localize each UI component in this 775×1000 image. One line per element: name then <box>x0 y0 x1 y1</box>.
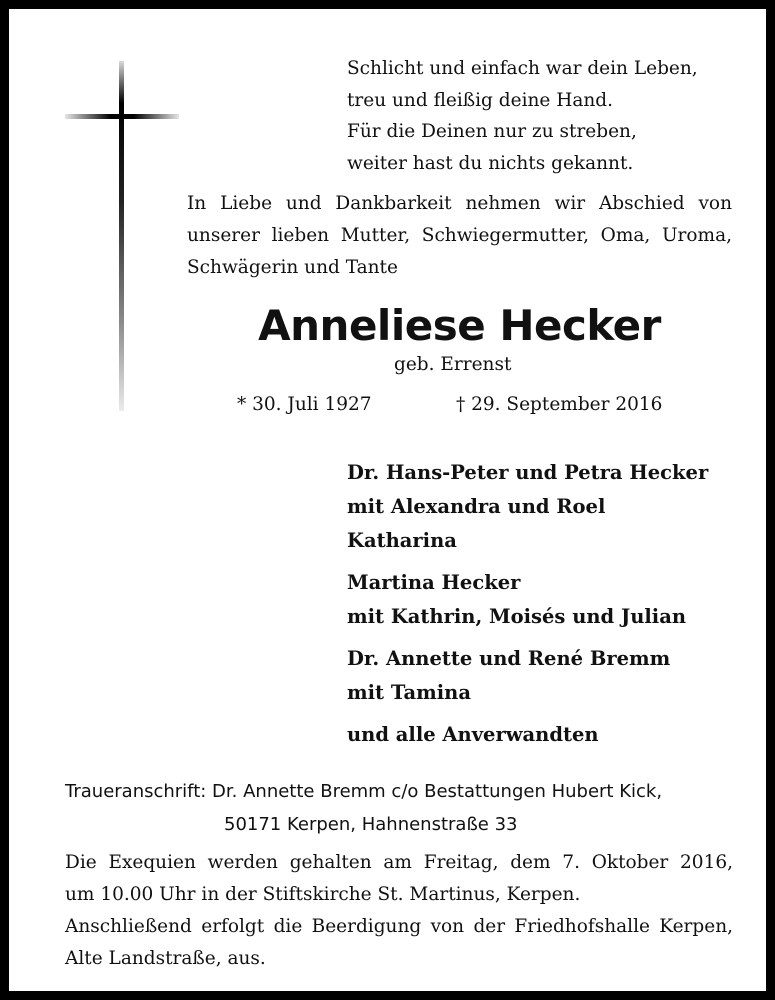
mourner-line: mit Kathrin, Moisés und Julian <box>347 605 687 628</box>
mourner-group <box>347 718 708 752</box>
poem-line: treu und fleißig deine Hand. <box>347 89 614 111</box>
birth-date: * 30. Juli 1927 <box>237 394 372 415</box>
mourner-line: Dr. Annette und René Bremm <box>347 647 671 670</box>
intro-line: unserer lieben Mutter, Schwiegermutter, Oma, Uroma, <box>187 225 732 246</box>
mourner-line: Katharina <box>347 529 457 552</box>
address-line: 50171 Kerpen, Hahnenstraße 33 <box>224 814 518 835</box>
poem-line: Schlicht und einfach war dein Leben, <box>347 58 698 79</box>
poem-line: Für die Deinen nur zu streben, <box>347 121 637 142</box>
cross-icon <box>65 61 179 411</box>
mourner-line: mit Alexandra und Roel <box>347 495 606 518</box>
service-line: Alte Landstraße, aus. <box>65 948 266 969</box>
mourning-address <box>65 775 662 841</box>
poem-line: weiter hast du nichts gekannt. <box>347 152 634 174</box>
mourner-line: und alle Anverwandten <box>347 723 599 746</box>
service-line: Anschließend erfolgt die Beerdigung von der Friedhofshalle Kerpen, <box>65 916 733 937</box>
intro-line: Schwägerin und Tante <box>187 257 398 278</box>
service-line: Die Exequien werden gehalten am Freitag, dem 7. Oktober 2016, <box>65 852 733 873</box>
mourners-list <box>347 456 708 760</box>
mourner-group <box>347 456 708 558</box>
maiden-name: geb. Errenst <box>394 354 512 375</box>
funeral-service-info <box>65 847 733 975</box>
death-date: † 29. September 2016 <box>456 394 663 415</box>
mourner-line: Martina Hecker <box>347 571 521 594</box>
mourner-group <box>347 566 708 634</box>
deceased-name: Anneliese Hecker <box>258 301 661 350</box>
intro-line: In Liebe und Dankbarkeit nehmen wir Abschied von <box>187 193 732 214</box>
service-line: um 10.00 Uhr in der Stiftskirche St. Martinus, Kerpen. <box>65 884 581 905</box>
mourner-line: Dr. Hans-Peter und Petra Hecker <box>347 461 709 484</box>
address-line: Traueranschrift: Dr. Annette Bremm c/o Bestattungen Hubert Kick, <box>65 781 663 802</box>
mourner-group <box>347 642 708 710</box>
mourner-line: mit Tamina <box>347 681 471 704</box>
intro-text <box>187 188 732 284</box>
poem <box>347 53 698 179</box>
